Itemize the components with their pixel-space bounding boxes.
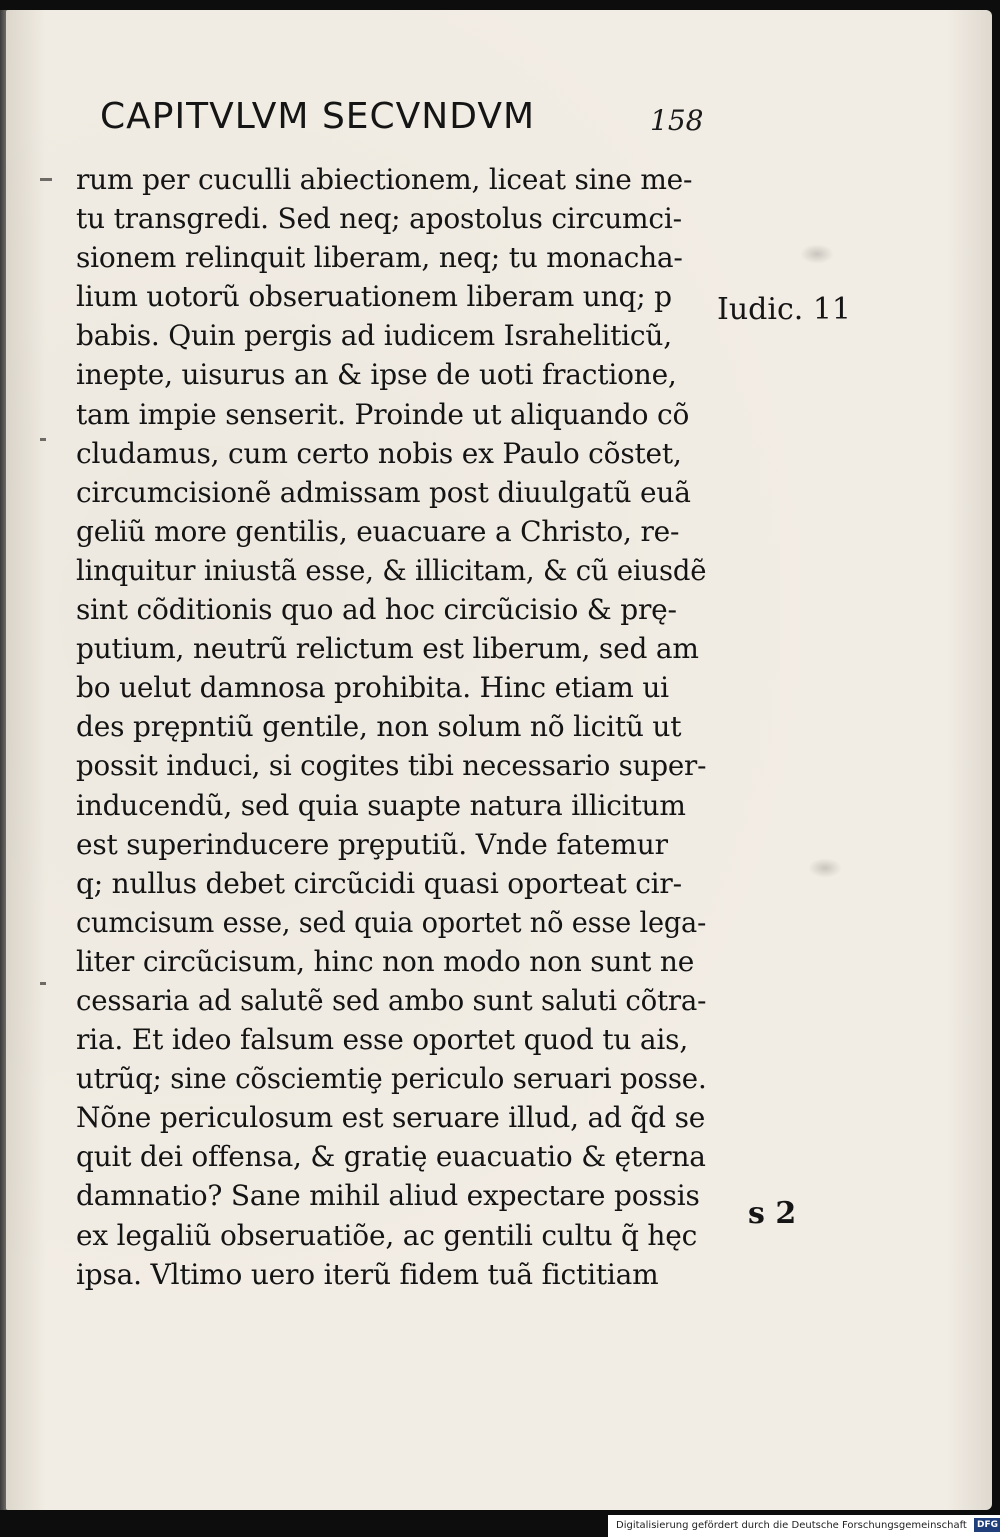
- text-line: sint cõditionis quo ad hoc circũcisio & prę-: [76, 593, 677, 627]
- text-line: q; nullus debet circũcidi quasi oporteat cir-: [76, 866, 682, 900]
- text-line: inducendũ, sed quia suapte natura illicitum: [76, 788, 686, 822]
- text-line: bo uelut damnosa prohibita. Hinc etiam ui: [76, 671, 669, 705]
- text-line: inepte, uisurus an & ipse de uoti fractione,: [76, 358, 677, 392]
- text-line: circumcisionẽ admissam post diuulgatũ euã: [76, 475, 691, 509]
- text-line: utrũq; sine cõsciemtiȩ periculo seruari posse.: [76, 1062, 707, 1096]
- dfg-logo: DFG: [974, 1518, 1000, 1532]
- text-line: Nõne periculosum est seruare illud, ad q̃d se: [76, 1101, 706, 1135]
- signature-mark: s 2: [748, 1196, 797, 1231]
- text-line: tu transgredi. Sed neq; apostolus circumci-: [76, 202, 682, 236]
- marginal-note: Iudic. 11: [717, 292, 852, 327]
- margin-mark: [40, 982, 46, 985]
- text-line: sionem relinquit liberam, neq; tu monacha-: [76, 241, 683, 275]
- text-line: lium uotorũ obseruationem liberam unq; p: [76, 280, 672, 314]
- folio-number: 158: [650, 104, 704, 137]
- margin-mark: [40, 438, 46, 441]
- text-line: des prępntiũ gentile, non solum nõ licitũ ut: [76, 710, 682, 744]
- text-line: liter circũcisum, hinc non modo non sunt ne: [76, 944, 695, 978]
- text-line: ria. Et ideo falsum esse oportet quod tu ais,: [76, 1023, 689, 1057]
- ink-smudge: [808, 858, 842, 878]
- footer-bar: [608, 1515, 1000, 1537]
- text-line: putium, neutrũ relictum est liberum, sed am: [76, 632, 699, 666]
- running-head: CAPITVLVM SECVNDVM: [100, 96, 536, 137]
- footer-text: Digitalisierung gefördert durch die Deutsche Forschungsgemeinschaft: [616, 1520, 967, 1531]
- text-line: cessaria ad salutẽ sed ambo sunt saluti cõtra-: [76, 983, 707, 1017]
- text-line: damnatio? Sane mihil aliud expectare possis: [76, 1179, 700, 1213]
- text-line: ipsa. Vltimo uero iterũ fidem tuã fictitiam: [76, 1257, 659, 1291]
- text-line: geliũ more gentilis, euacuare a Christo, re-: [76, 514, 680, 548]
- margin-mark: [40, 178, 52, 181]
- text-line: tam impie senserit. Proinde ut aliquando cõ: [76, 397, 690, 431]
- ink-smudge: [800, 244, 834, 264]
- text-line: quit dei offensa, & gratię euacuatio & ęterna: [76, 1140, 706, 1174]
- text-line: ex legaliũ obseruatiõe, ac gentili cultu q̃ hęc: [76, 1218, 698, 1252]
- text-line: cludamus, cum certo nobis ex Paulo cõstet,: [76, 436, 682, 470]
- text-line: linquitur iniustã esse, & illicitam, & cũ eiusdẽ: [76, 553, 707, 587]
- text-line: rum per cuculli abiectionem, liceat sine me-: [76, 163, 693, 196]
- text-line: babis. Quin pergis ad iudicem Israheliticũ,: [76, 319, 672, 353]
- text-line: possit induci, si cogites tibi necessario super-: [76, 749, 707, 783]
- text-block: [76, 160, 706, 1294]
- text-line: cumcisum esse, sed quia oportet nõ esse lega-: [76, 905, 707, 939]
- text-line: est superinducere prȩputiũ. Vnde fatemur: [76, 827, 668, 861]
